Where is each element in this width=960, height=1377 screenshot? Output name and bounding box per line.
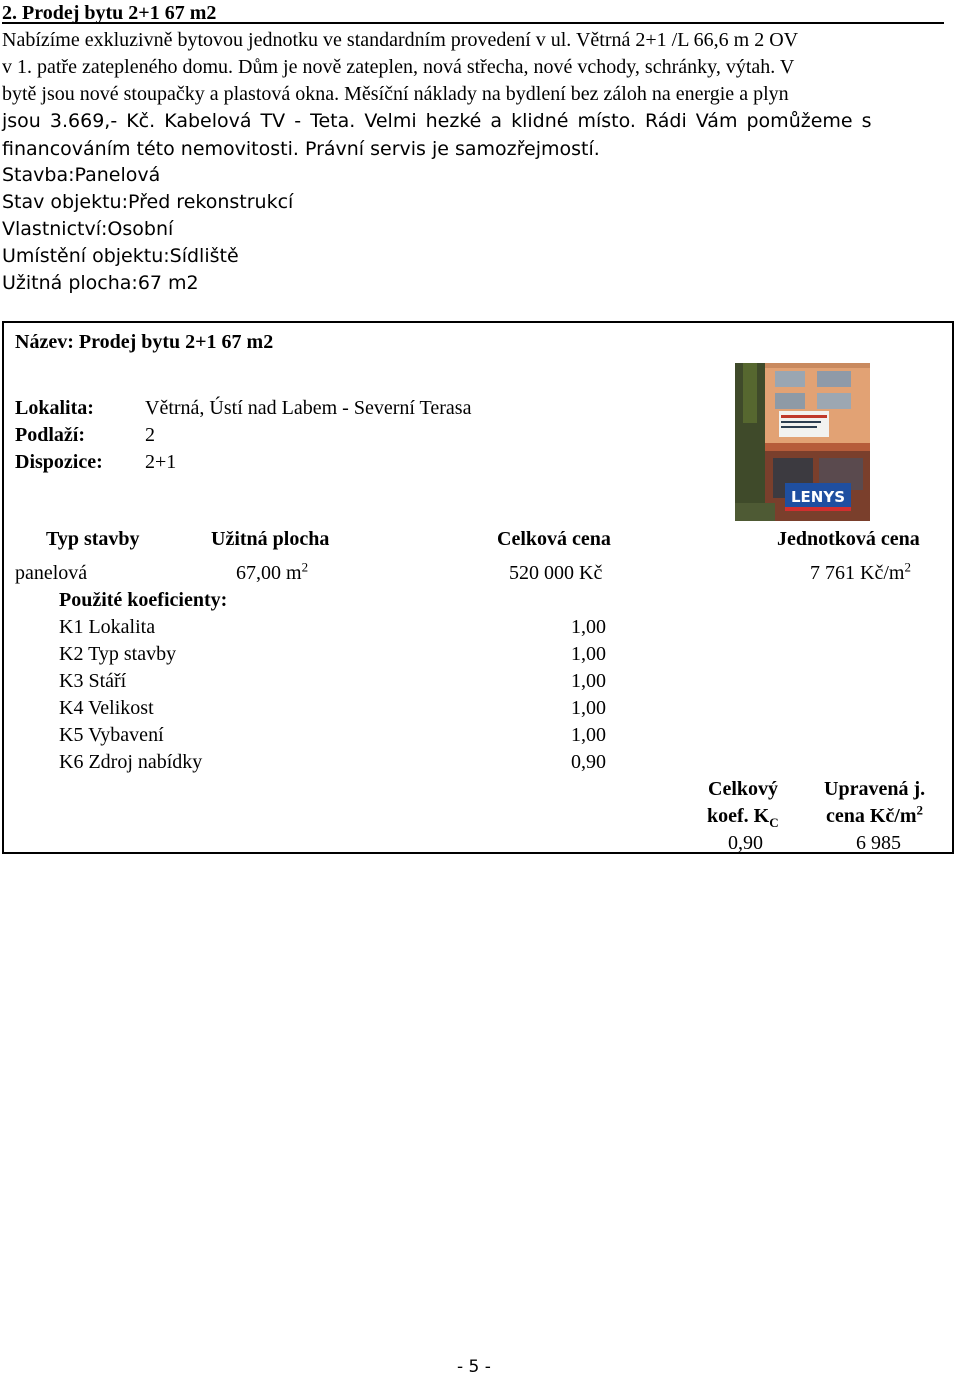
coefficient-value: 1,00: [571, 697, 606, 719]
header-total-price: Celková cena: [497, 528, 611, 550]
value-unit-price: 7 761 $Kč/m^2$: [810, 559, 911, 584]
coefficient-value: 1,00: [571, 724, 606, 746]
layout-label: Dispozice:: [15, 451, 103, 473]
locality-label: Lokalita:: [15, 397, 94, 419]
attribute-area: Užitná plocha:67 m2: [2, 272, 199, 294]
description-line-4: jsou 3.669,- Kč. Kabelová TV - Teta. Velmi hezké a klidné místo. Rádi Vám pomůžeme s: [2, 110, 872, 132]
name-label: Název:: [15, 331, 74, 353]
header-unit-price: Jednotková cena: [777, 528, 920, 550]
total-coef-label-2: koef. $K_C$: [707, 805, 779, 830]
locality-value: Větrná, Ústí nad Labem - Severní Terasa: [145, 397, 472, 419]
coefficient-label: K4 Velikost: [59, 697, 154, 719]
description-line-2: v 1. patře zatepleného domu. Dům je nově zateplen, nová střecha, nové vchody, schránky, výtah. V: [2, 56, 795, 78]
listing-title: 2. Prodej bytu 2+1 67 m2: [2, 2, 217, 24]
adjusted-price-label-1: Upravená j.: [824, 778, 926, 800]
attribute-condition: Stav objektu:Před rekonstrukcí: [2, 191, 294, 213]
attribute-location: Umístění objektu:Sídliště: [2, 245, 239, 267]
photo-sign-text: LENYS: [790, 488, 846, 506]
valuation-card: [2, 321, 954, 854]
coefficient-value: 1,00: [571, 643, 606, 665]
value-total-price: 520 000 Kč: [509, 562, 603, 584]
layout-value: 2+1: [145, 451, 177, 473]
value-building-type: panelová: [15, 562, 88, 584]
total-coef-label-1: Celkový: [708, 778, 778, 800]
name-row: [15, 331, 273, 354]
adjusted-price-label-2: cena $Kč/m^2$: [826, 802, 924, 827]
description-line-5: financováním této nemovitosti. Právní servis je samozřejmostí.: [2, 138, 600, 160]
coefficient-label: K2 Typ stavby: [59, 643, 177, 665]
building-photo: [735, 363, 870, 521]
header-usable-area: Užitná plocha: [211, 528, 330, 550]
coefficient-label: K6 Zdroj nabídky: [59, 751, 203, 773]
attribute-building: Stavba:Panelová: [2, 164, 161, 186]
coefficients-title: Použité koeficienty:: [59, 589, 228, 611]
coefficient-value: 1,00: [571, 616, 606, 638]
floor-label: Podlaží:: [15, 424, 85, 446]
total-coef-value: 0,90: [728, 832, 763, 854]
page-number: - 5 -: [457, 1357, 491, 1377]
coefficient-value: 0,90: [571, 751, 606, 773]
coefficient-label: K1 Lokalita: [59, 616, 156, 638]
floor-value: 2: [145, 424, 155, 446]
coefficient-label: K3 Stáří: [59, 670, 127, 692]
title-rule: [2, 22, 944, 24]
coefficient-value: 1,00: [571, 670, 606, 692]
description-line-1: Nabízíme exkluzivně bytovou jednotku ve standardním provedení v ul. Větrná 2+1 /L 66,6 m 2 OV: [2, 29, 799, 51]
value-usable-area: 67,00 $m^2$: [236, 559, 309, 584]
coefficient-label: K5 Vybavení: [59, 724, 164, 746]
adjusted-price-value: 6 985: [856, 832, 901, 854]
attribute-ownership: Vlastnictví:Osobní: [2, 218, 174, 240]
description-line-3: bytě jsou nové stoupačky a plastová okna. Měsíční náklady na bydlení bez záloh na energie a plyn: [2, 83, 789, 105]
name-value: Prodej bytu 2+1 67 m2: [78, 331, 274, 353]
header-building-type: Typ stavby: [46, 528, 140, 550]
